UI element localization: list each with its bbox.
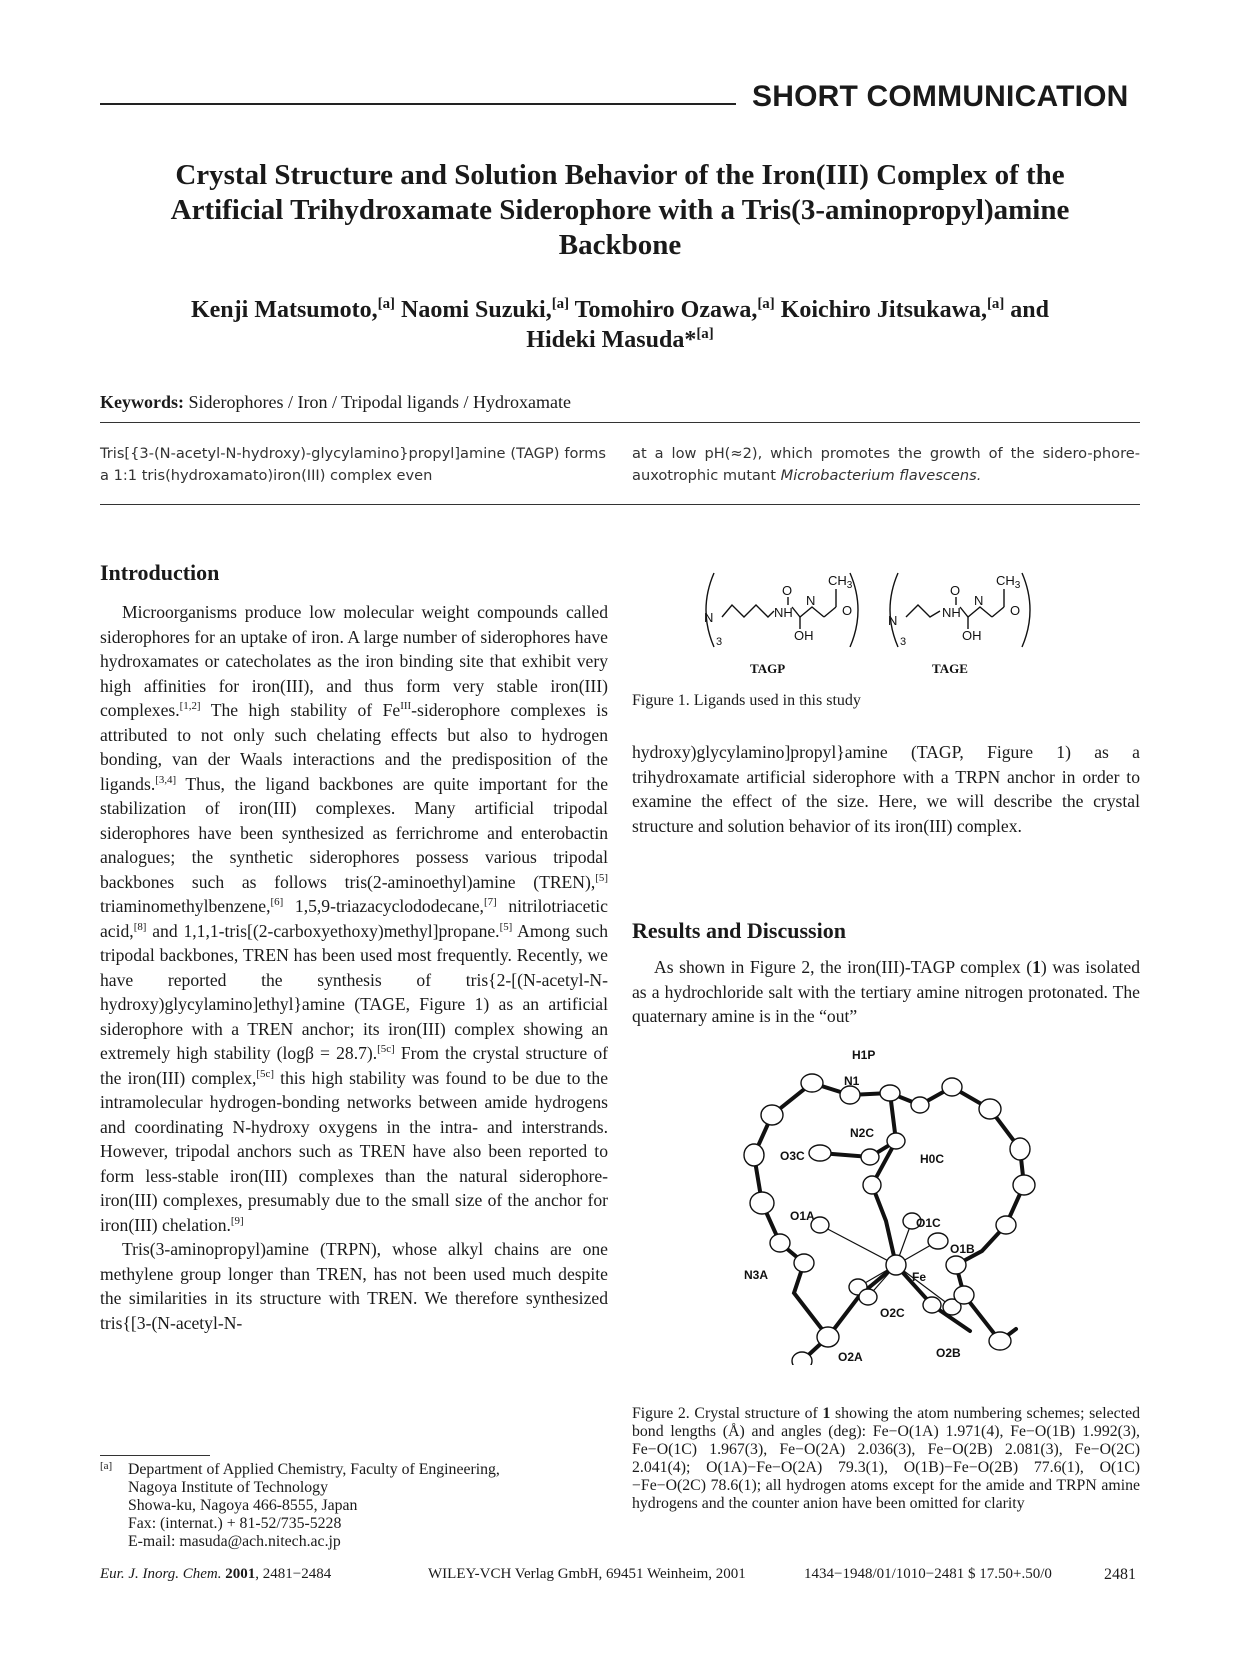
- bond-chain: [792, 607, 824, 617]
- tage-labels: [888, 573, 1021, 675]
- journal-citation: [100, 1566, 331, 1583]
- atom-label: OH: [794, 628, 814, 643]
- journal-name: Eur. J. Inorg. Chem.: [100, 1566, 222, 1582]
- journal-pages: , 2481−2484: [255, 1566, 332, 1582]
- author-conjunction: and: [1010, 297, 1049, 323]
- atom-label: O1B: [950, 1242, 975, 1256]
- atom-label: $CH_3$: [996, 573, 1021, 591]
- atom-label: OH: [962, 628, 982, 643]
- atom-label: O: [782, 583, 793, 598]
- page-number: 2481: [1104, 1566, 1136, 1583]
- ligand-label: TAGE: [932, 661, 968, 675]
- atom-label: O3C: [780, 1149, 805, 1163]
- introduction-body: [100, 600, 608, 1335]
- atom-label: Fe: [912, 1270, 927, 1284]
- author-name: Kenji Matsumoto,: [190, 297, 378, 323]
- issn-line: 1434−1948/01/1010−2481 $ 17.50+.50/0: [804, 1566, 1052, 1582]
- atom-label: O1C: [916, 1216, 941, 1230]
- affiliation-mark: [a]: [377, 296, 395, 312]
- atom-label: H0C: [920, 1152, 945, 1166]
- title-line: Backbone: [558, 229, 682, 261]
- citation: [3,4]: [155, 773, 177, 786]
- author-name: Tomohiro Ozawa,: [574, 297, 758, 323]
- atom-label: N: [974, 593, 984, 608]
- citation: [6]: [270, 896, 284, 909]
- atom-label: O: [950, 583, 961, 598]
- bracket: [890, 573, 898, 647]
- citation: [5]: [595, 871, 608, 884]
- ligand-label: TAGP: [750, 661, 786, 675]
- abstract-text: at a low pH(≈2), which promotes the growth of the sidero-phore-auxotrophic mutant: [632, 445, 1140, 484]
- atom-subscript: 3: [716, 636, 723, 648]
- superscript: III: [400, 700, 412, 713]
- results-body: [632, 955, 1140, 1029]
- paragraph-continuation: [632, 740, 1140, 838]
- bond-chain: [722, 605, 774, 617]
- header-rule: [100, 103, 736, 105]
- paragraph: As shown in Figure 2, the iron(III)-TAGP complex (1) was isolated as a hydrochloride salt with the tertiary amine nitrogen protonated. The quaternary amine is in the “out”: [632, 957, 1140, 1026]
- author-name: Naomi Suzuki,: [401, 297, 552, 323]
- atom-label: O2C: [880, 1306, 905, 1320]
- atom-label: O: [842, 603, 853, 618]
- author-name: Hideki Masuda*: [526, 327, 697, 353]
- paragraph: Microorganisms produce low molecular weight compounds called siderophores for an uptake of iron. A large number of siderophores have hydroxamates or catecholates as the iron binding site that exhibit very high affinities for iron(III), and thus form very stable iron(III) complexes.[1,2] The high stability of $Fe^{III}$-siderophore complexes is attributed to not only such chelating effects but also to hydrogen bonding, van der Waals interactions and the predisposition of the ligands.[3,4] Thus, the ligand backbones are quite important for the stabilization of iron(III) complexes. Many artificial tripodal siderophores have been synthesized as ferrichrome and enterobactin analogues; the synthetic siderophores possess various tripodal backbones such as follows tris(2-aminoethyl)amine (TREN),[5] triaminomethylbenzene,[6] 1,5,9-triazacyclododecane,[7] nitrilotriacetic acid,[8] and 1,1,1-tris[(2-carboxyethoxy)methyl]propane.[5] Among such tripodal backbones, TREN has been used most frequently. Recently, we have reported the synthesis of tris{2-[(N-acetyl-N-hydroxy)glycylamino]ethyl}amine (TAGE, Figure 1) as an artificial siderophore with a TREN anchor; its iron(III) complex showing an extremely high stability (logβ = 28.7).[5c] From the crystal structure of the iron(III) complex,[5c] this high stability was found to be due to the intramolecular hydrogen-bonding networks between amide hydrogens and coordinating N-hydroxy oxygens in the intra- and interstrands. However, tripodal anchors such as TREN have also been reported to form less-stable iron(III) complexes than the natural siderophore-iron(III) complexes, presumably due to the small size of the anchor for iron(III) chelation.[9]: [100, 602, 609, 1235]
- atom-label: N3A: [744, 1268, 769, 1282]
- footnote-line: Fax: (internat.) + 81-52/735-5228: [128, 1515, 342, 1532]
- citation: [5c]: [377, 1043, 395, 1056]
- citation: [8]: [133, 920, 147, 933]
- keywords-list: Siderophores / Iron / Tripodal ligands / Hydroxamate: [188, 392, 571, 412]
- section-heading-results: Results and Discussion: [632, 918, 846, 943]
- atom-label: $CH_3$: [828, 573, 853, 591]
- footnote-line: E-mail: masuda@ach.nitech.ac.jp: [128, 1533, 341, 1550]
- keywords: [100, 392, 571, 413]
- affiliation-mark: [a]: [696, 326, 714, 342]
- citation: [7]: [483, 896, 497, 909]
- species-name: Microbacterium flavescens.: [780, 467, 982, 484]
- atom-label: O2B: [936, 1346, 961, 1360]
- affiliation-mark: [a]: [551, 296, 570, 312]
- atom-label: N2C: [850, 1126, 875, 1140]
- citation: [5c]: [256, 1067, 274, 1080]
- atom-ellipsoids: [744, 1074, 1035, 1365]
- divider: [100, 422, 1140, 423]
- footnote-rule: [100, 1455, 210, 1456]
- affiliation-mark: [a]: [757, 296, 775, 312]
- divider: [100, 504, 1140, 505]
- atom-subscript: 3: [900, 636, 907, 648]
- figure-2-crystal-structure: [720, 1045, 1080, 1365]
- publisher-line: WILEY-VCH Verlag GmbH, 69451 Weinheim, 2001: [428, 1566, 746, 1582]
- atom-label: N: [806, 593, 816, 608]
- atom-label: O: [1010, 603, 1021, 618]
- atom-label: N1: [844, 1074, 860, 1088]
- bond-chain: [960, 607, 992, 617]
- figure-1-caption: Figure 1. Ligands used in this study: [632, 692, 861, 709]
- author-line: [100, 295, 1140, 325]
- section-heading-introduction: Introduction: [100, 560, 220, 585]
- atom-label: O2A: [838, 1350, 863, 1364]
- atom-label: N: [888, 613, 898, 628]
- compound-number: 1: [1032, 957, 1041, 977]
- abstract-left: Tris[{3-(N-acetyl-N-hydroxy)-glycylamino}propyl]amine (TAGP) forms a 1:1 tris(hydroxamato)iron(III) complex even: [100, 445, 606, 484]
- footnote-line: Nagoya Institute of Technology: [128, 1479, 328, 1496]
- affiliation-mark: [a]: [986, 296, 1005, 312]
- atom-label: NH: [774, 605, 793, 620]
- title-line: Crystal Structure and Solution Behavior of the Iron(III) Complex of the: [175, 159, 1065, 191]
- tagp-labels: [704, 573, 853, 675]
- citation: [9]: [230, 1214, 244, 1227]
- atom-label: O1A: [790, 1209, 815, 1223]
- bracket: [1022, 573, 1030, 647]
- atom-label: NH: [942, 605, 961, 620]
- footnote-line: Department of Applied Chemistry, Faculty of Engineering,: [128, 1461, 500, 1478]
- journal-year: 2001: [225, 1566, 256, 1582]
- author-list: [100, 295, 1140, 355]
- author-name: Koichiro Jitsukawa,: [780, 297, 987, 323]
- section-type-label: SHORT COMMUNICATION: [752, 80, 1129, 113]
- atom-label: N: [704, 610, 714, 625]
- title-line: Artificial Trihydroxamate Siderophore with a Tris(3-aminopropyl)amine: [170, 194, 1070, 226]
- bond: [992, 607, 1004, 617]
- compound-number: 1: [822, 1405, 831, 1422]
- figure-2-caption: Figure 2. Crystal structure of 1 showing the atom numbering schemes; selected bond lengths (Å) and angles (deg): Fe−O(1A) 1.971(4), Fe−O(1B) 1.992(3), Fe−O(1C) 1.967(3), Fe−O(2A) 2.036(3), Fe−O(2B) 2.081(3), Fe−O(2C) 2.041(4); O(1A)−Fe−O(2A) 79.3(1), O(1B)−Fe−O(2B) 77.6(1), O(1C)−Fe−O(2C) 78.6(1); all hydrogen atoms except for the amide and TRPN amine hydrogens and the counter anion have been omitted for clarity: [632, 1405, 1140, 1512]
- paragraph: hydroxy)glycylamino]propyl}amine (TAGP, Figure 1) as a trihydroxamate artificial siderophore with a TRPN anchor in order to examine the effect of the size. Here, we will describe the crystal structure and solution behavior of its iron(III) complex.: [632, 742, 1140, 836]
- affiliation-footnote: [100, 1461, 608, 1551]
- keywords-label: Keywords:: [100, 392, 184, 412]
- bond: [824, 607, 836, 617]
- abstract-right: [632, 443, 1140, 487]
- footnote-line: Showa-ku, Nagoya 466-8555, Japan: [128, 1497, 358, 1514]
- figure-1-ligand-structures: [700, 545, 1080, 675]
- atom-label: H1P: [852, 1048, 876, 1062]
- bond-chain: [906, 605, 940, 617]
- citation: [1,2]: [179, 700, 201, 713]
- paragraph: Tris(3-aminopropyl)amine (TRPN), whose alkyl chains are one methylene group longer than TREN, has not been used much despite the similarities in its structure with TREN. We therefore synthesized tris{[3-(N-acetyl-N-: [100, 1239, 608, 1333]
- footnote-mark: [a]: [100, 1460, 113, 1472]
- author-line: [100, 325, 1140, 355]
- article-title: [100, 158, 1140, 263]
- citation: [5]: [499, 920, 513, 933]
